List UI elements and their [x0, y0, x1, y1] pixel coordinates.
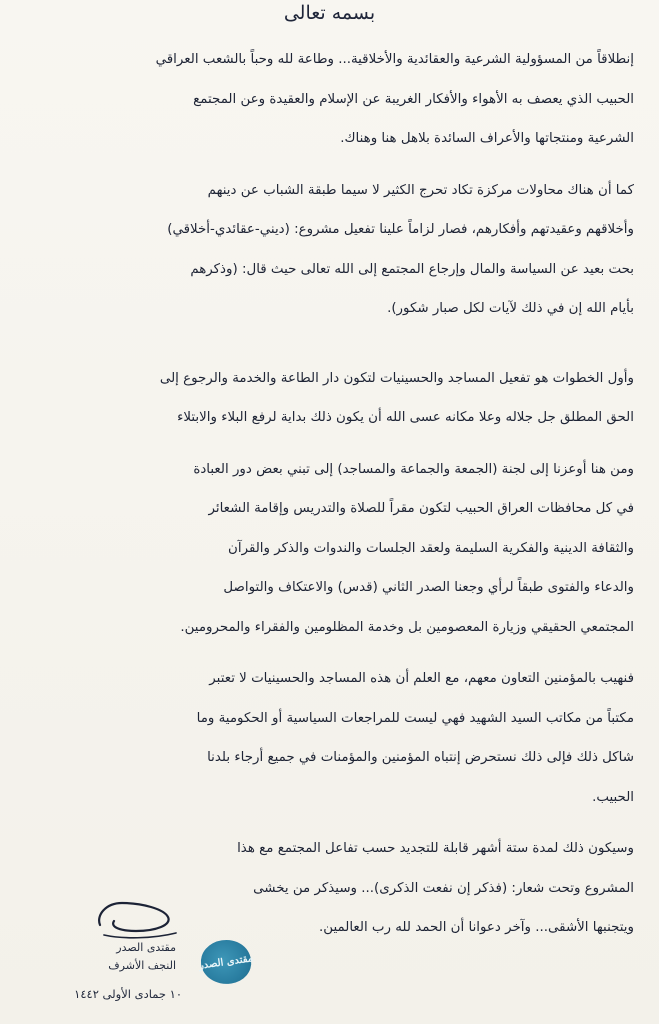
- text-line: مكتباً من مكاتب السيد الشهيد فهي ليست للمراجعات السياسية أو الحكومية وما: [196, 710, 634, 726]
- text-line: وسيكون ذلك لمدة ستة أشهر قابلة للتجديد حسب تفاعل المجتمع مع هذا: [237, 841, 634, 856]
- signature-name: مقتدى الصدر: [116, 941, 176, 954]
- seal-text: مقتدى الصدر: [198, 952, 254, 972]
- paragraph-5: [26, 659, 634, 817]
- text-line: شاكل ذلك فإلى ذلك نستحرض إنتباه المؤمنين والمؤمنات في جميع أرجاء بلدنا: [207, 750, 634, 765]
- text-line: الشرعية ومنتجاتها والأعراف السائدة بلاهل هنا وهناك.: [340, 131, 634, 146]
- text-line: الحق المطلق جل جلاله وعلا مكانه عسى الله أن يكون ذلك بداية لرفع البلاء والابتلاء: [177, 410, 634, 425]
- text-line: الحبيب.: [592, 789, 634, 805]
- text-line: ومن هنا أوعزنا إلى لجنة (الجمعة والجماعة والمساجد) إلى تبني بعض دور العبادة: [193, 461, 634, 477]
- paragraph-2: [26, 171, 634, 329]
- basmala-heading: بسمه تعالى: [283, 2, 376, 24]
- signature-place: النجف الأشرف: [108, 959, 176, 972]
- text-line: الحبيب الذي يعصف به الأهواء والأفكار الغريبة عن الإسلام والعقيدة وعن المجتمع: [193, 91, 634, 107]
- text-line: ويتجنبها الأشقى... وآخر دعوانا أن الحمد لله رب العالمين.: [319, 920, 634, 935]
- paragraph-1: [26, 40, 634, 159]
- text-line: إنطلاقاً من المسؤولية الشرعية والعقائدية والأخلاقية... وطاعة لله وحباً بالشعب العراقي: [155, 52, 634, 67]
- text-line: المشروع وتحت شعار: (فذكر إن نفعت الذكرى)... وسيذكر من يخشى: [253, 880, 634, 896]
- text-line: والدعاء والفتوى طبقاً لرأي وجعنا الصدر الثاني (قدس) والاعتكاف والتواصل: [223, 580, 634, 595]
- text-line: وأول الخطوات هو تفعيل المساجد والحسينيات لتكون دار الطاعة والخدمة والرجوع إلى: [159, 370, 634, 386]
- text-line: فنهيب بالمؤمنين التعاون معهم، مع العلم أن هذه المساجد والحسينيات لا تعتبر: [209, 671, 634, 686]
- text-line: بحت بعيد عن السياسة والمال وإرجاع المجتمع إلى الله تعالى حيث قال: (وذكرهم: [190, 261, 634, 277]
- text-line: وأخلاقهم وعقيدتهم وأفكارهم، فصار لزاماً علينا تفعيل مشروع: (ديني-عقائدي-أخلاقي): [167, 222, 634, 237]
- handwritten-signature: [92, 895, 182, 943]
- signature-block: [52, 895, 182, 1020]
- paragraph-4: [26, 450, 634, 648]
- text-line: بأيام الله إن في ذلك لآيات لكل صبار شكور).: [387, 301, 634, 316]
- text-line: في كل محافظات العراق الحبيب لتكون مقراً للصلاة والتدريس وإقامة الشعائر: [208, 501, 634, 516]
- text-line: والثقافة الدينية والفكرية السليمة ولعقد الجلسات والندوات والذكر والقرآن: [228, 540, 634, 556]
- paragraph-3: [26, 359, 634, 438]
- letter-body: [26, 40, 634, 948]
- text-line: المجتمعي الحقيقي وزيارة المعصومين بل وخدمة المظلومين والفقراء والمحرومين.: [180, 619, 634, 635]
- signature-date: ١٠ جمادى الأولى ١٤٤٢: [74, 987, 182, 1001]
- text-line: كما أن هناك محاولات مركزة تكاد تحرج الكثير لا سيما طبقة الشباب عن دينهم: [207, 182, 634, 198]
